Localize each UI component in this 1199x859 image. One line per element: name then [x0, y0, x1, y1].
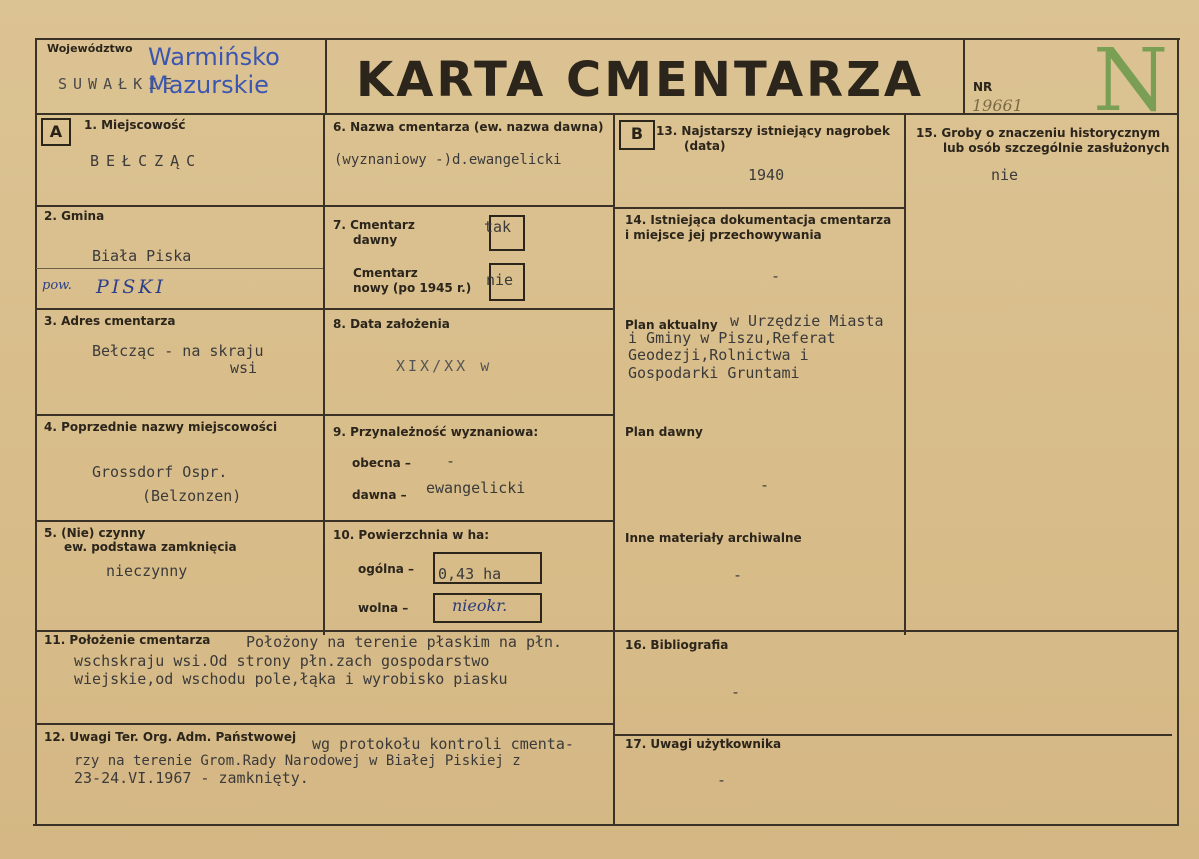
row-line-2	[36, 308, 614, 310]
page-title: KARTA CMENTARZA	[356, 52, 925, 108]
field-7-box1-value: tak	[484, 218, 512, 236]
field-9-obecna-label: obecna –	[352, 456, 411, 470]
field-3-label: 3. Adres cmentarza	[44, 314, 176, 328]
frame-top	[36, 38, 1180, 40]
field-14-label-line2: i miejsce jej przechowywania	[625, 228, 822, 242]
field-12-line1: wg protokołu kontroli cmenta-	[312, 735, 574, 753]
field-9-dawna-label: dawna –	[352, 488, 407, 502]
plan-aktualny-line3: Geodezji,Rolnictwa i	[628, 346, 809, 364]
col-b-divider	[613, 113, 615, 825]
field-15-value: nie	[991, 166, 1019, 184]
field-13-label-line2: (data)	[684, 139, 726, 153]
field-17-value: -	[717, 771, 727, 789]
field-12-label: 12. Uwagi Ter. Org. Adm. Państwowej	[44, 730, 297, 744]
field-12-line3: 23-24.VI.1967 - zamknięty.	[74, 769, 309, 787]
field-9-obecna-value: -	[446, 452, 456, 470]
field-2-label: 2. Gmina	[44, 209, 105, 223]
field-10-wolna-label: wolna –	[358, 601, 409, 615]
field-6-label: 6. Nazwa cmentarza (ew. nazwa dawna)	[333, 120, 604, 134]
corner-mark-n: N	[1093, 31, 1169, 131]
field-11-line3: wiejskie,od wschodu pole,łąka i wyrobisko piasku	[74, 670, 508, 688]
row-line-b1	[614, 207, 904, 209]
field-4-value-line2: (Belzonzen)	[142, 487, 242, 505]
field-13-label-line1: 13. Najstarszy istniejący nagrobek	[656, 124, 890, 138]
plan-aktualny-label: Plan aktualny	[625, 318, 718, 332]
row-line-4	[36, 520, 614, 522]
field-7-label-line1: 7. Cmentarz	[333, 218, 415, 232]
col-15-divider	[904, 113, 906, 635]
frame-right	[1177, 38, 1179, 826]
field-11-label: 11. Położenie cmentarza	[44, 633, 211, 647]
row-line-3	[36, 414, 614, 416]
field-12-line2: rzy na terenie Grom.Rady Narodowej w Białej Piskiej z	[74, 753, 521, 769]
field-10-wolna-value: nieokr.	[452, 596, 508, 615]
field-8-value: XIX/XX w	[396, 357, 493, 375]
field-16-label: 16. Bibliografia	[625, 638, 729, 652]
field-9-dawna-value: ewangelicki	[426, 479, 526, 497]
region-stamp-line1: Warmińsko	[148, 43, 280, 71]
field-7-label2-line2: nowy (po 1945 r.)	[353, 281, 472, 295]
field-4-value-line1: Grossdorf Ospr.	[92, 463, 228, 481]
field-4-label: 4. Poprzednie nazwy miejscowości	[44, 420, 278, 434]
field-1-label: 1. Miejscowość	[84, 118, 186, 132]
nr-value: 19661	[972, 96, 1023, 115]
wojewodztwo-typed: SUWAŁKIE	[58, 75, 179, 93]
field-2-underline	[36, 268, 323, 269]
field-11-line2: wschskraju wsi.Od strony płn.zach gospodarstwo	[74, 652, 490, 670]
field-2-hand-prefix: pow.	[42, 278, 72, 293]
field-5-label-line2: ew. podstawa zamknięcia	[64, 540, 237, 554]
wojewodztwo-label: Województwo	[47, 42, 133, 55]
section-a-box: A	[41, 118, 71, 146]
field-2-value: Biała Piska	[92, 247, 192, 265]
inne-materialy-label: Inne materiały archiwalne	[625, 531, 802, 545]
header-col2	[963, 38, 965, 114]
plan-aktualny-line4: Gospodarki Gruntami	[628, 364, 800, 382]
field-7-label-line2: dawny	[353, 233, 398, 247]
col-a-divider	[323, 113, 325, 635]
field-14-label-line1: 14. Istniejąca dokumentacja cmentarza	[625, 213, 892, 227]
plan-aktualny-line1: w Urzędzie Miasta	[730, 312, 884, 330]
nr-label: NR	[973, 80, 993, 94]
field-7-label2-line1: Cmentarz	[353, 266, 418, 280]
field-10-label: 10. Powierzchnia w ha:	[333, 528, 490, 542]
inne-materialy-value: -	[733, 566, 743, 584]
frame-left	[35, 38, 37, 826]
field-5-label-line1: 5. (Nie) czynny	[44, 526, 146, 540]
field-3-value-line2: wsi	[230, 359, 258, 377]
field-3-value-line1: Bełcząc - na skraju	[92, 342, 264, 360]
field-16-value: -	[731, 683, 741, 701]
field-1-value: BEŁCZĄC	[90, 152, 203, 170]
field-15-label-line1: 15. Groby o znaczeniu historycznym	[916, 126, 1161, 140]
field-10-ogolna-value: 0,43 ha	[438, 565, 502, 583]
plan-dawny-label: Plan dawny	[625, 425, 703, 439]
header-col1	[325, 38, 327, 114]
plan-aktualny-line2: i Gminy w Piszu,Referat	[628, 329, 836, 347]
field-15-label-line2: lub osób szczególnie zasłużonych	[943, 141, 1170, 155]
row-line-1	[36, 205, 614, 207]
field-8-label: 8. Data założenia	[333, 317, 450, 331]
region-stamp-line2: Mazurskie	[148, 71, 269, 99]
field-13-value: 1940	[748, 166, 785, 184]
field-2-hand-value: PISKI	[96, 276, 167, 298]
plan-dawny-value: -	[760, 476, 770, 494]
field-10-ogolna-label: ogólna –	[358, 562, 415, 576]
field-5-value: nieczynny	[106, 562, 188, 580]
section-b-box: B	[619, 120, 655, 150]
field-7-box2-value: nie	[486, 271, 514, 289]
frame-bottom	[33, 824, 1178, 826]
field-9-label: 9. Przynależność wyznaniowa:	[333, 425, 539, 439]
row-line-5	[36, 630, 1178, 632]
field-14-value: -	[771, 267, 781, 285]
field-17-label: 17. Uwagi użytkownika	[625, 737, 782, 751]
field-6-value: (wyznaniowy -)d.ewangelicki	[334, 152, 562, 168]
field-11-line1: Położony na terenie płaskim na płn.	[246, 633, 563, 651]
row-line-7	[614, 734, 1172, 736]
row-line-6	[36, 723, 614, 725]
